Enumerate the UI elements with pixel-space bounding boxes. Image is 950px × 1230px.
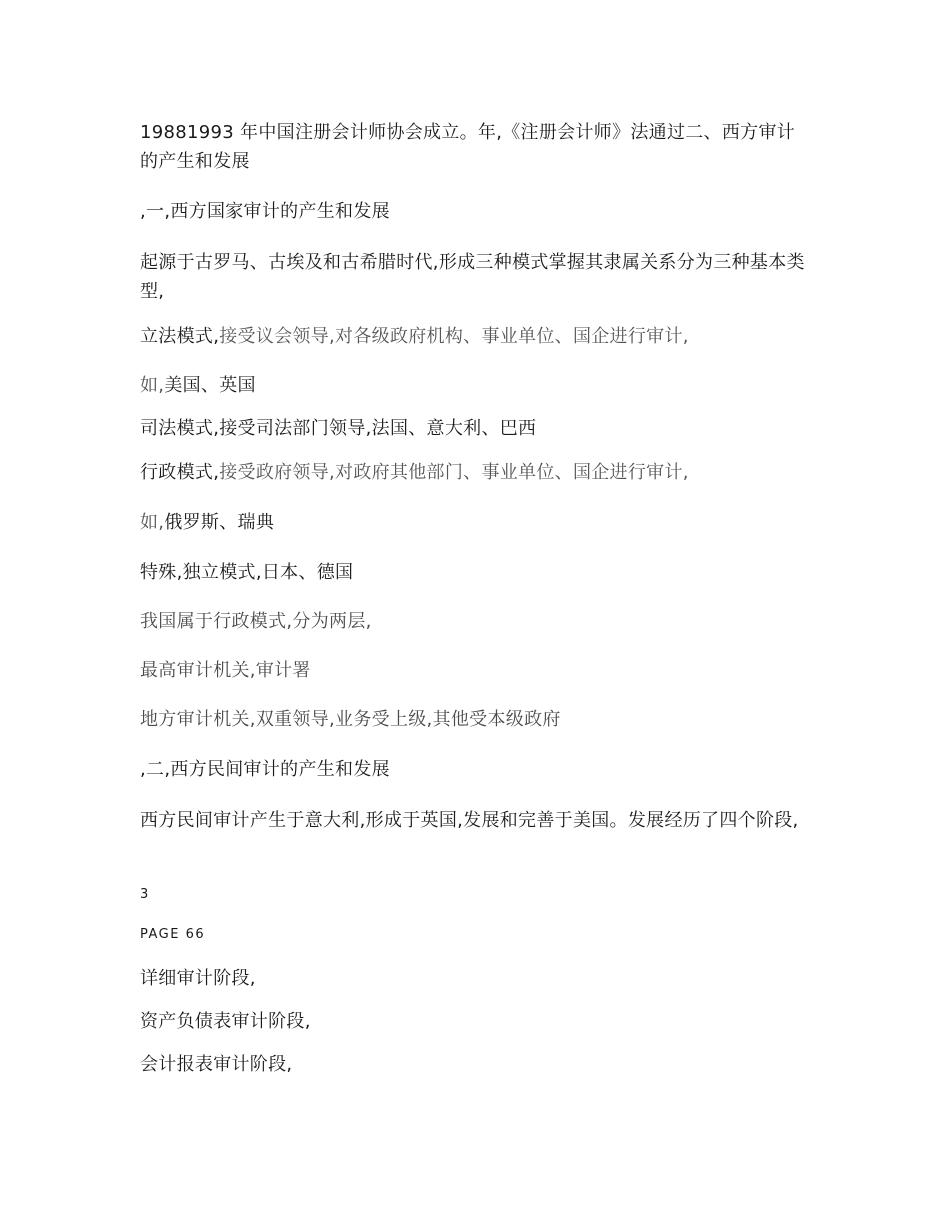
- administrative-examples-prefix: 如,: [140, 512, 165, 533]
- paragraph-legislative-model: [140, 322, 810, 351]
- stage-financial-statement-audit: 会计报表审计阶段,: [140, 1054, 293, 1075]
- paragraph-legislative-examples: [140, 371, 810, 400]
- paragraph-china-model: 我国属于行政模式,分为两层,: [140, 611, 372, 632]
- legislative-examples-list: 美国、英国: [164, 375, 256, 396]
- administrative-model-desc: 接受政府领导,对政府其他部门、事业单位、国企进行审计,: [219, 462, 689, 483]
- stage-balance-sheet-audit: 资产负债表审计阶段,: [140, 1011, 311, 1032]
- paragraph-judicial-model: 司法模式,接受司法部门领导,法国、意大利、巴西: [140, 418, 537, 439]
- paragraph-special-model: 特殊,独立模式,日本、德国: [140, 562, 354, 583]
- paragraph-private-audit-origin: 西方民间审计产生于意大利,形成于英国,发展和完善于美国。发展经历了四个阶段,: [140, 810, 799, 831]
- paragraph-cicpa-founding: 19881993 年中国注册会计师协会成立。年,《注册会计师》法通过二、西方审计的产生和发展: [140, 122, 796, 172]
- administrative-model-label: 行政模式,: [140, 462, 220, 483]
- stage-detailed-audit: 详细审计阶段,: [140, 968, 256, 989]
- heading-western-private-audit: ,二,西方民间审计的产生和发展: [140, 759, 390, 780]
- legislative-examples-prefix: 如,: [140, 375, 165, 396]
- legislative-model-desc: 接受议会领导,对各级政府机构、事业单位、国企进行审计,: [219, 326, 689, 347]
- legislative-model-label: 立法模式,: [140, 326, 220, 347]
- page-label: PAGE 66: [140, 927, 206, 942]
- paragraph-local-audit: 地方审计机关,双重领导,业务受上级,其他受本级政府: [140, 709, 561, 730]
- paragraph-administrative-examples: [140, 508, 810, 537]
- heading-western-state-audit: ,一,西方国家审计的产生和发展: [140, 201, 390, 222]
- paragraph-supreme-audit: 最高审计机关,审计署: [140, 660, 311, 681]
- administrative-examples-list: 俄罗斯、瑞典: [164, 512, 275, 533]
- paragraph-state-audit-origin: 起源于古罗马、古埃及和古希腊时代,形成三种模式掌握其隶属关系分为三种基本类型,: [140, 252, 805, 302]
- paragraph-administrative-model: [140, 458, 810, 487]
- page-number: 3: [140, 887, 150, 902]
